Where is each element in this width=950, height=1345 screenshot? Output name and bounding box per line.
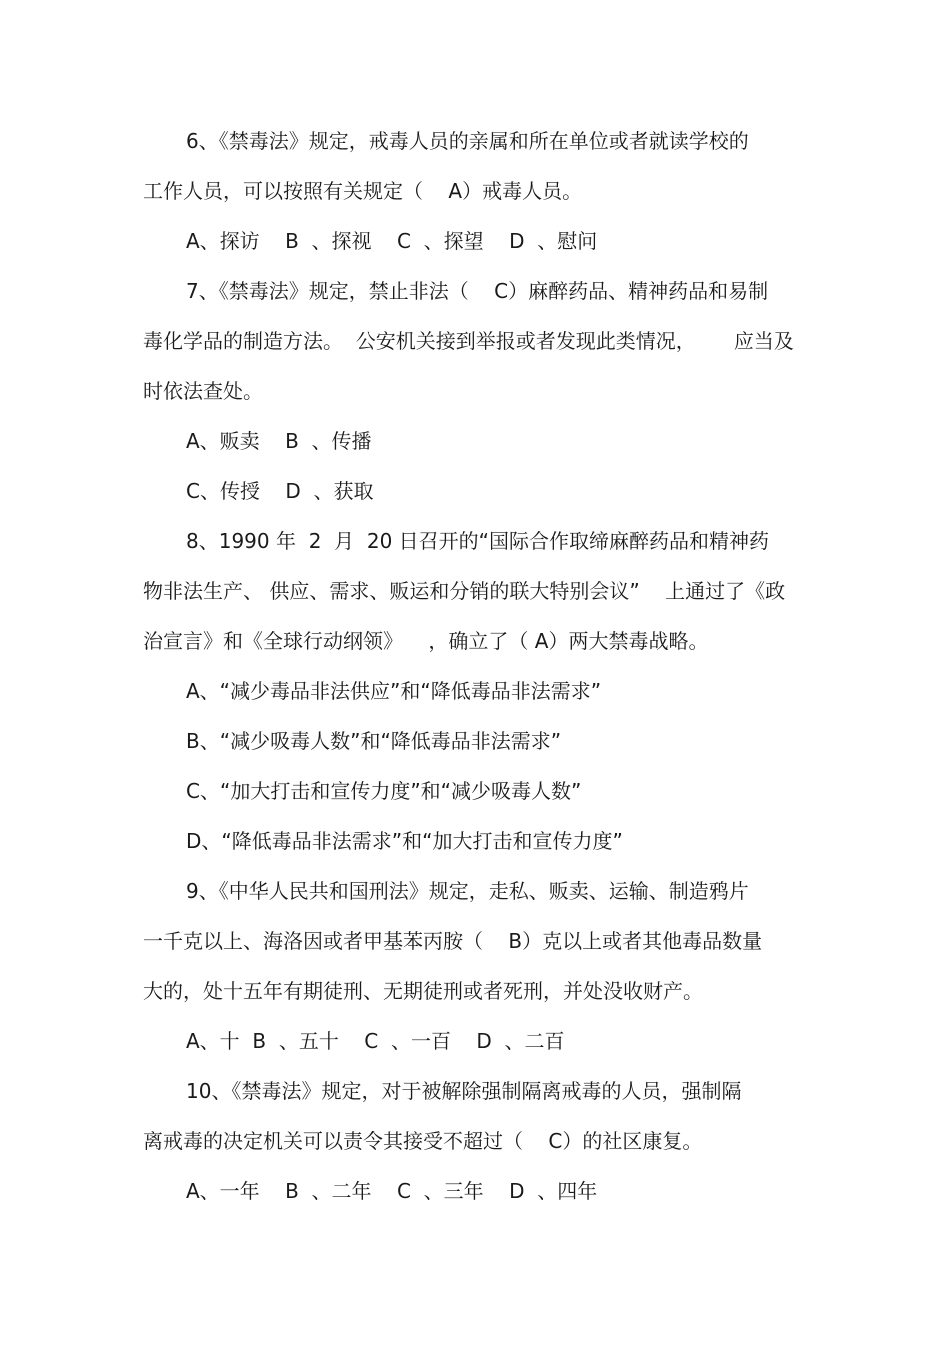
question-9-line-2: 一千克以上、海洛因或者甲基苯丙胺（ B）克以上或者其他毒品数量	[143, 929, 763, 953]
question-8-option-b: B、“减少吸毒人数”和“降低毒品非法需求”	[186, 729, 562, 753]
question-6-options: A、探访 B 、探视 C 、探望 D 、慰问	[186, 229, 598, 253]
question-7-options-2: C、传授 D 、获取	[186, 479, 374, 503]
question-9-options: A、十 B 、五十 C 、一百 D 、二百	[186, 1029, 565, 1053]
question-8-option-c: C、“加大打击和宣传力度”和“减少吸毒人数”	[186, 779, 582, 803]
question-7-line-3: 时依法查处。	[143, 379, 263, 403]
question-10-line-2: 离戒毒的决定机关可以责令其接受不超过（ C）的社区康复。	[143, 1129, 703, 1153]
question-9-line-3: 大的，处十五年有期徒刑、无期徒刑或者死刑，并处没收财产。	[143, 979, 703, 1003]
question-7-line-1: 7、《禁毒法》规定，禁止非法（ C）麻醉药品、精神药品和易制	[186, 279, 769, 303]
question-6-line-2: 工作人员，可以按照有关规定（ A）戒毒人员。	[143, 179, 583, 203]
question-8-option-a: A、“减少毒品非法供应”和“降低毒品非法需求”	[186, 679, 602, 703]
question-7-options-1: A、贩卖 B 、传播	[186, 429, 372, 453]
question-8-line-3: 治宣言》和《全球行动纲领》 ，确立了（ A）两大禁毒战略。	[143, 629, 709, 653]
question-8-option-d: D、“降低毒品非法需求”和“加大打击和宣传力度”	[186, 829, 623, 853]
question-6-line-1: 6、《禁毒法》规定，戒毒人员的亲属和所在单位或者就读学校的	[186, 129, 749, 153]
question-8-line-2: 物非法生产、 供应、需求、贩运和分销的联大特别会议” 上通过了《政	[143, 579, 786, 603]
question-8-line-1: 8、1990 年 2 月 20 日召开的“国际合作取缔麻醉药品和精神药	[186, 529, 770, 553]
question-10-line-1: 10、《禁毒法》规定，对于被解除强制隔离戒毒的人员，强制隔	[186, 1079, 742, 1103]
question-9-line-1: 9、《中华人民共和国刑法》规定，走私、贩卖、运输、制造鸦片	[186, 879, 749, 903]
question-7-line-2: 毒化学品的制造方法。 公安机关接到举报或者发现此类情况， 应当及	[143, 329, 794, 353]
question-10-options: A、一年 B 、二年 C 、三年 D 、四年	[186, 1179, 598, 1203]
